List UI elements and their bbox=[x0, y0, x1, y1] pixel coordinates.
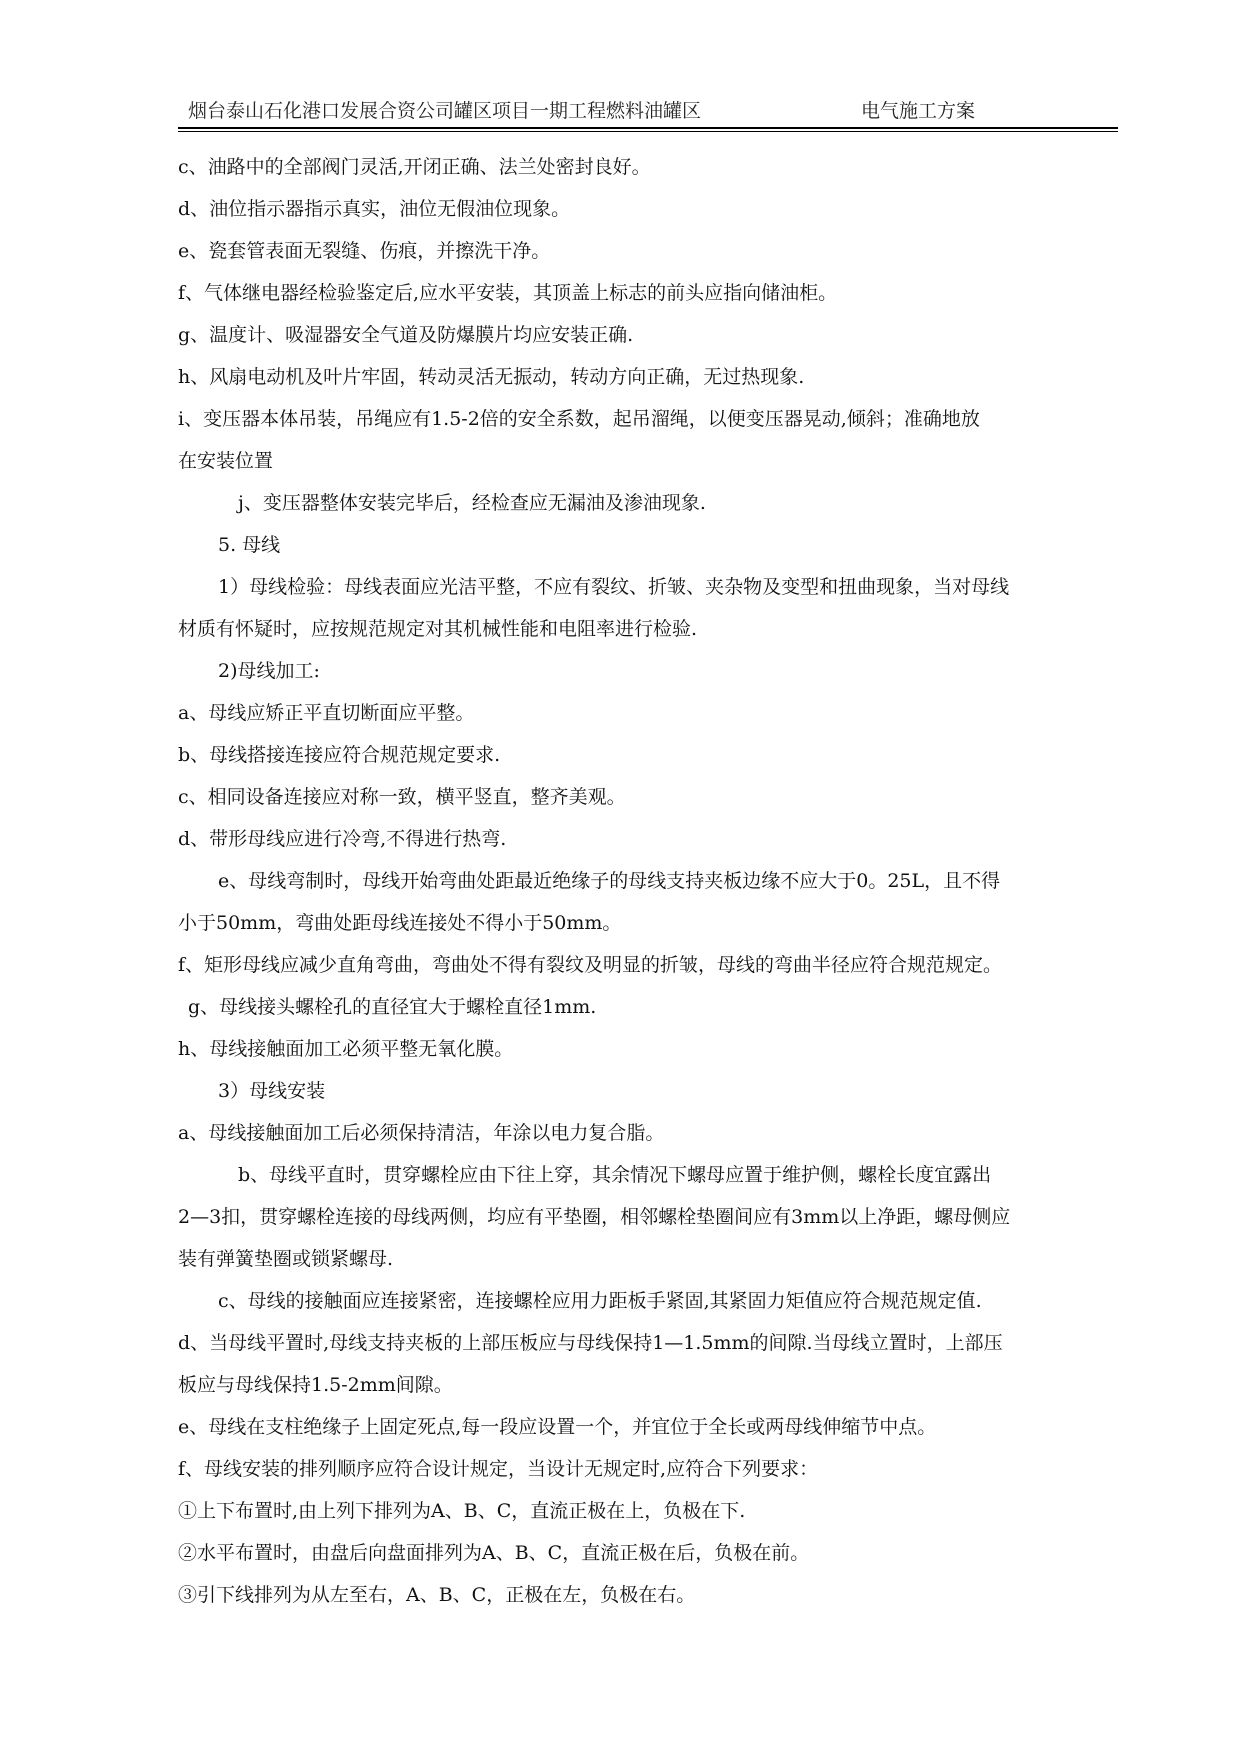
text-line: c、母线的接触面应连接紧密，连接螺栓应用力距板手紧固,其紧固力矩值应符合规范规定值. bbox=[218, 1290, 982, 1312]
header-rule-thick bbox=[178, 127, 1118, 129]
text-line: e、瓷套管表面无裂缝、伤痕，并擦洗干净。 bbox=[178, 240, 551, 262]
text-line: c、油路中的全部阀门灵活,开闭正确、法兰处密封良好。 bbox=[178, 156, 651, 178]
document-body bbox=[178, 146, 1126, 1616]
page-header bbox=[178, 96, 1118, 126]
text-line: d、当母线平置时,母线支持夹板的上部压板应与母线保持1—1.5mm的间隙.当母线立置时，上部压 bbox=[178, 1332, 1003, 1354]
text-line: e、母线在支柱绝缘子上固定死点,每一段应设置一个，并宜位于全长或两母线伸缩节中点。 bbox=[178, 1416, 937, 1438]
text-line: a、母线应矫正平直切断面应平整。 bbox=[178, 702, 475, 724]
text-line: e、母线弯制时，母线开始弯曲处距最近绝缘子的母线支持夹板边缘不应大于0。25L，且不得 bbox=[218, 870, 1001, 892]
text-line: ②水平布置时，由盘后向盘面排列为A、B、C，直流正极在后，负极在前。 bbox=[178, 1542, 810, 1564]
text-line: b、母线平直时，贯穿螺栓应由下往上穿，其余情况下螺母应置于维护侧，螺栓长度宜露出 bbox=[238, 1164, 992, 1186]
text-line: b、母线搭接连接应符合规范规定要求. bbox=[178, 744, 501, 766]
text-line: ①上下布置时,由上列下排列为A、B、C，直流正极在上，负极在下. bbox=[178, 1500, 746, 1522]
text-line: a、母线接触面加工后必须保持清洁，年涂以电力复合脂。 bbox=[178, 1122, 665, 1144]
text-line: f、气体继电器经检验鉴定后,应水平安装，其顶盖上标志的前头应指向储油柜。 bbox=[178, 282, 838, 304]
text-line: g、母线接头螺栓孔的直径宜大于螺栓直径1mm. bbox=[188, 996, 597, 1018]
text-line: i、变压器本体吊装，吊绳应有1.5-2倍的安全系数，起吊溜绳，以便变压器晃动,倾斜；准确地放 bbox=[178, 408, 980, 430]
text-line: 板应与母线保持1.5-2mm间隙。 bbox=[178, 1374, 453, 1396]
text-line: 材质有怀疑时，应按规范规定对其机械性能和电阻率进行检验. bbox=[178, 618, 698, 640]
text-line: g、温度计、吸湿器安全气道及防爆膜片均应安装正确. bbox=[178, 324, 634, 346]
text-line: d、油位指示器指示真实，油位无假油位现象。 bbox=[178, 198, 571, 220]
subsection-heading: 3）母线安装 bbox=[218, 1080, 326, 1102]
header-document-type: 电气施工方案 bbox=[861, 100, 976, 122]
text-line: ③引下线排列为从左至右，A、B、C，正极在左，负极在右。 bbox=[178, 1584, 696, 1606]
text-line: 装有弹簧垫圈或锁紧螺母. bbox=[178, 1248, 394, 1270]
subsection-heading: 2)母线加工: bbox=[218, 660, 320, 682]
text-line: d、带形母线应进行冷弯,不得进行热弯. bbox=[178, 828, 507, 850]
text-line: 小于50mm，弯曲处距母线连接处不得小于50mm。 bbox=[178, 912, 622, 934]
section-heading: 5. 母线 bbox=[218, 534, 281, 556]
header-project-title: 烟台泰山石化港口发展合资公司罐区项目一期工程燃料油罐区 bbox=[188, 100, 702, 122]
text-line: h、风扇电动机及叶片牢固，转动灵活无振动，转动方向正确，无过热现象. bbox=[178, 366, 805, 388]
text-line: f、母线安装的排列顺序应符合设计规定，当设计无规定时,应符合下列要求： bbox=[178, 1458, 819, 1480]
header-rule-thin bbox=[178, 131, 1118, 132]
text-line: 在安装位置 bbox=[178, 450, 274, 472]
text-line: 1）母线检验：母线表面应光洁平整，不应有裂纹、折皱、夹杂物及变型和扭曲现象，当对母线 bbox=[218, 576, 1010, 598]
text-line: 2—3扣，贯穿螺栓连接的母线两侧，均应有平垫圈，相邻螺栓垫圈间应有3mm以上净距，螺母侧应 bbox=[178, 1206, 1011, 1228]
text-line: h、母线接触面加工必须平整无氧化膜。 bbox=[178, 1038, 514, 1060]
text-line: j、变压器整体安装完毕后，经检查应无漏油及渗油现象. bbox=[238, 492, 706, 514]
text-line: f、矩形母线应减少直角弯曲，弯曲处不得有裂纹及明显的折皱，母线的弯曲半径应符合规范规定。 bbox=[178, 954, 1003, 976]
text-line: c、相同设备连接应对称一致，横平竖直，整齐美观。 bbox=[178, 786, 626, 808]
